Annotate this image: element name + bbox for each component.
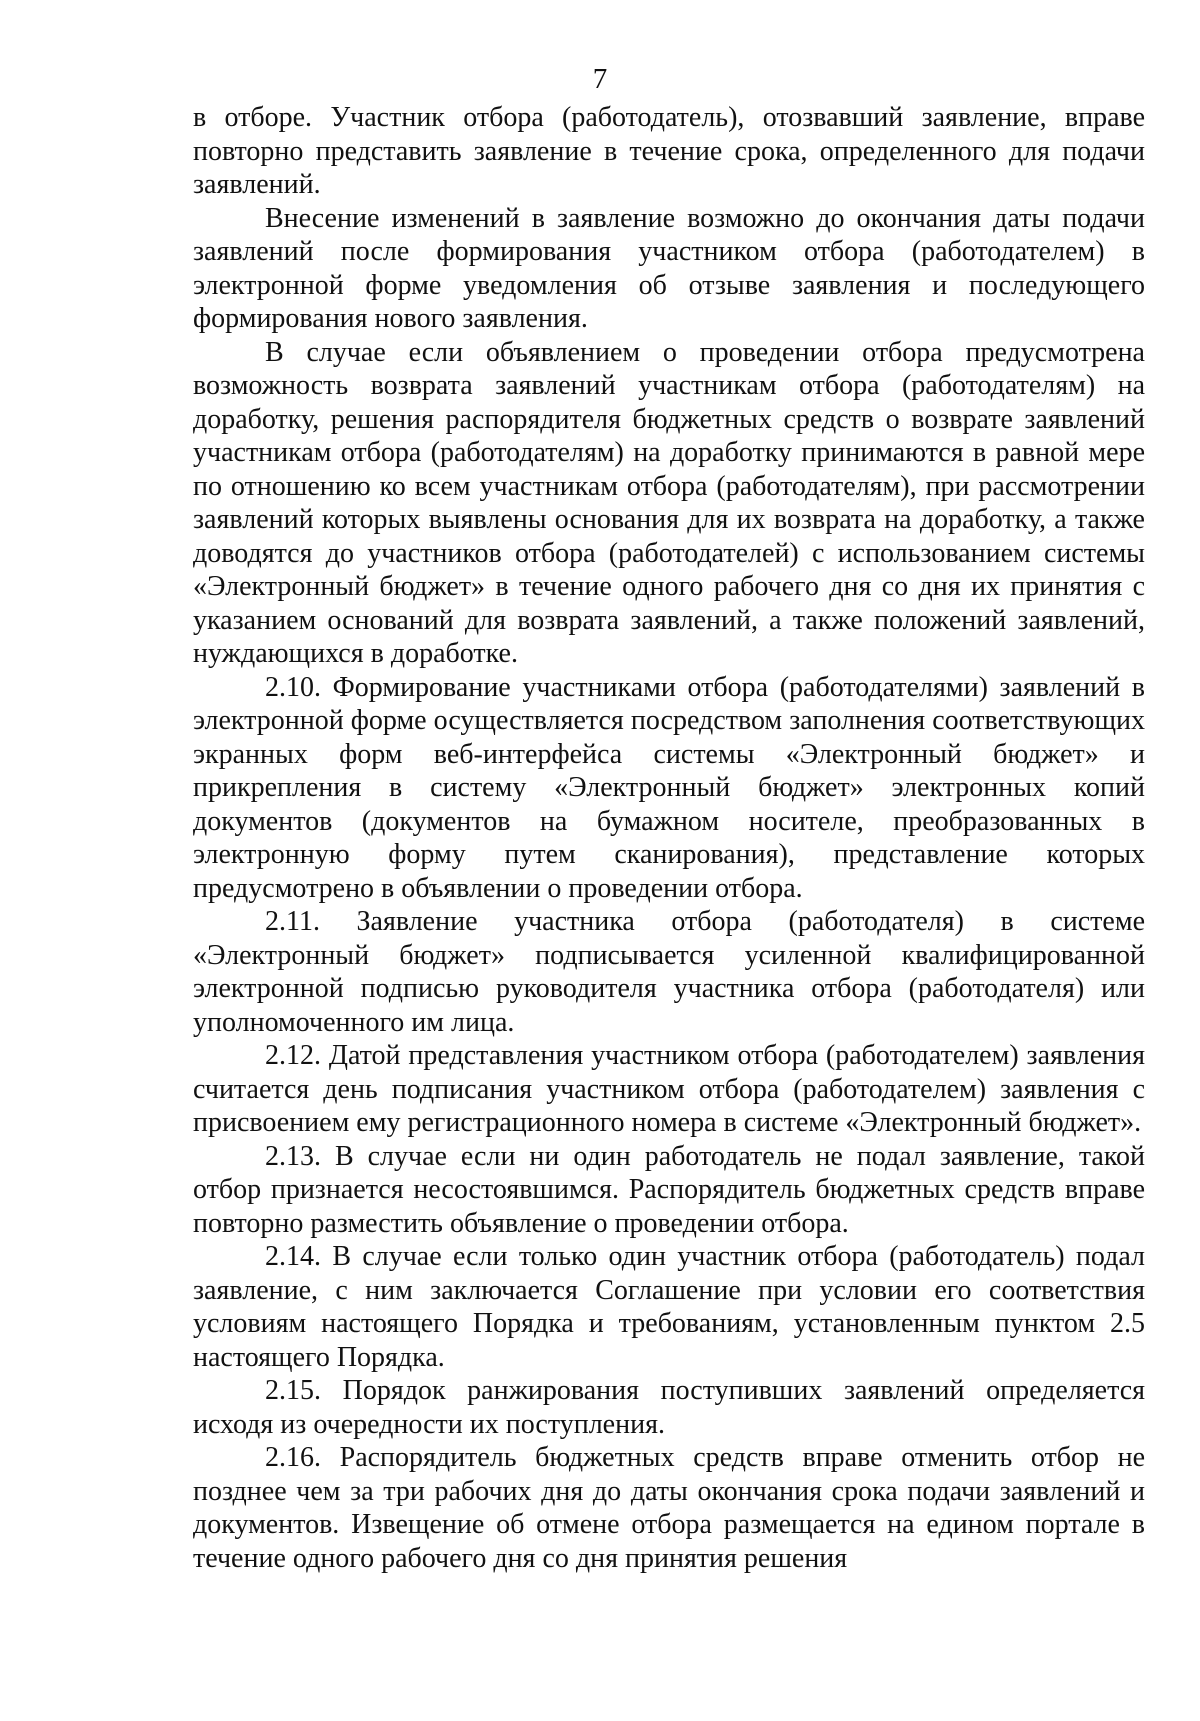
paragraph-2-12: 2.12. Датой представления участником отбора (работодателем) заявления считается день подписания участником отбора (работодателем) заявления с присвоением ему регистрационного номера в системе «Электронный бюджет». [193, 1040, 1145, 1138]
document-body [193, 101, 1145, 1575]
paragraph-2-15: 2.15. Порядок ранжирования поступивших заявлений определяется исходя из очередности их поступления. [193, 1375, 1145, 1440]
paragraph-2-11: 2.11. Заявление участника отбора (работодателя) в системе «Электронный бюджет» подписывается усиленной квалифицированной электронной подписью руководителя участника отбора (работодателя) или уполномоченного им лица. [193, 906, 1145, 1038]
page-number: 7 [592, 63, 608, 95]
paragraph-return-for-revision: В случае если объявлением о проведении отбора предусмотрена возможность возврата заявлений участникам отбора (работодателям) на доработку, решения распорядителя бюджетных средств о возврате заявлений участникам отбора (работодателям) на доработку принимаются в равной мере по отношению ко всем участникам отбора (работодателям), при рассмотрении заявлений которых выявлены основания для их возврата на доработку, а также доводятся до участников отбора (работодателей) с использованием системы «Электронный бюджет» в течение одного рабочего дня со дня их принятия с указанием оснований для возврата заявлений, а также положений заявлений, нуждающихся в доработке. [193, 336, 1145, 669]
paragraph-2-10: 2.10. Формирование участниками отбора (работодателями) заявлений в электронной форме осуществляется посредством заполнения соответствующих экранных форм веб-интерфейса системы «Электронный бюджет» и прикрепления в систему «Электронный бюджет» электронных копий документов (документов на бумажном носителе, преобразованных в электронную форму путем сканирования), представление которых предусмотрено в объявлении о проведении отбора. [193, 671, 1145, 904]
paragraph-2-13: 2.13. В случае если ни один работодатель не подал заявление, такой отбор признается несостоявшимся. Распорядитель бюджетных средств вправе повторно разместить объявление о проведении отбора. [193, 1140, 1145, 1239]
paragraph-2-16: 2.16. Распорядитель бюджетных средств вправе отменить отбор не позднее чем за три рабочих дня до даты окончания срока подачи заявлений и документов. Извещение об отмене отбора размещается на едином портале в течение одного рабочего дня со дня принятия решения [193, 1442, 1145, 1574]
paragraph-amendment: Внесение изменений в заявление возможно до окончания даты подачи заявлений после формирования участником отбора (работодателем) в электронной форме уведомления об отзыве заявления и последующего формирования нового заявления. [193, 202, 1145, 334]
paragraph-2-14: 2.14. В случае если только один участник отбора (работодатель) подал заявление, с ним заключается Соглашение при условии его соответствия условиям настоящего Порядка и требованиям, установленным пунктом 2.5 настоящего Порядка. [193, 1241, 1145, 1373]
paragraph-continuation: в отборе. Участник отбора (работодатель), отозвавший заявление, вправе повторно представить заявление в течение срока, определенного для подачи заявлений. [193, 102, 1145, 200]
